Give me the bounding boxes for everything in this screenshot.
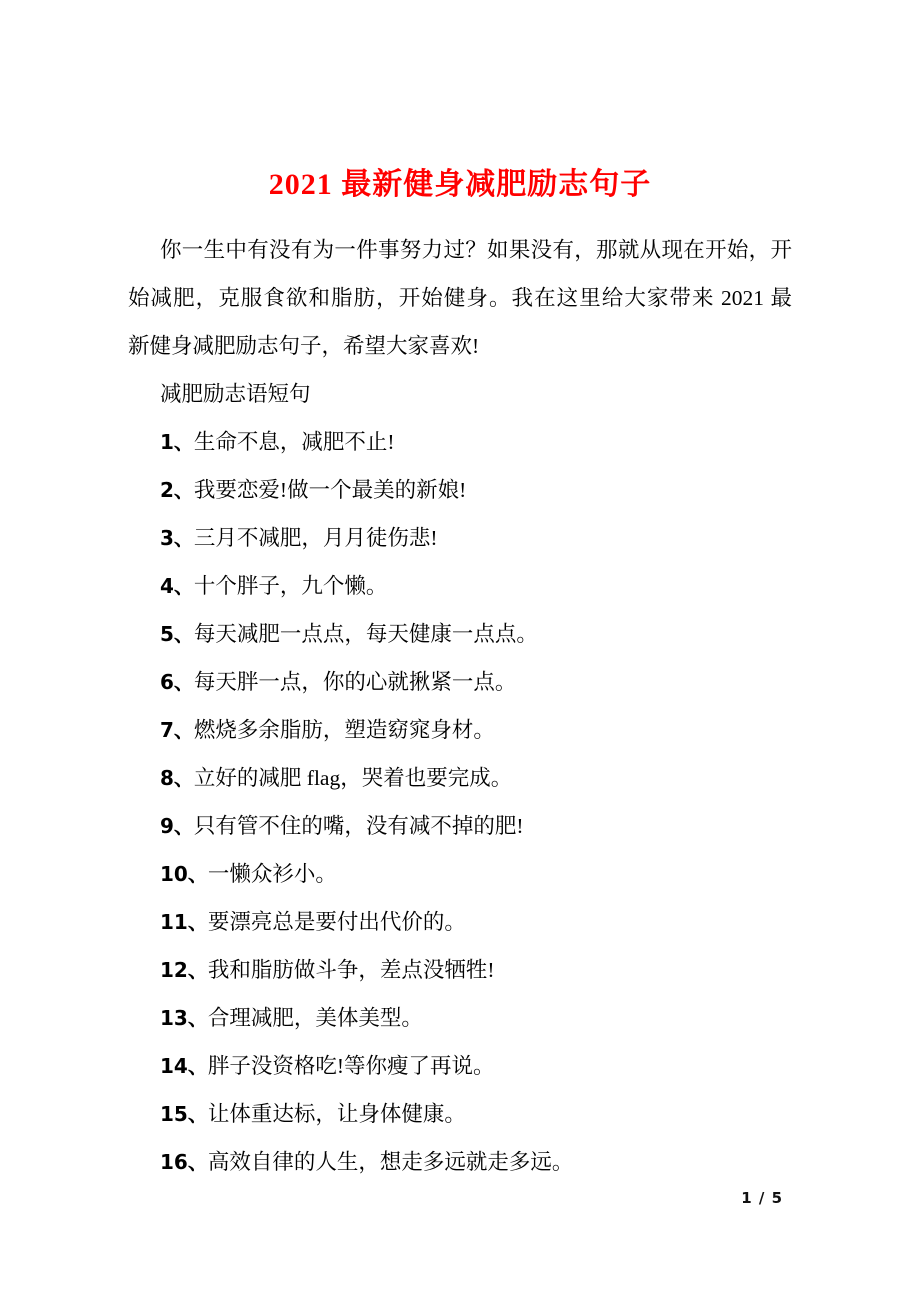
list-item — [128, 562, 824, 610]
document-body — [128, 226, 792, 1186]
list-item-text: 立好的减肥 flag，哭着也要完成。 — [193, 766, 513, 790]
list-item-number: 3、 — [160, 526, 194, 550]
list-item-text: 我和脂肪做斗争，差点没牺牲! — [207, 958, 495, 982]
list-item-number: 14、 — [160, 1054, 208, 1078]
list-item — [128, 850, 824, 898]
list-item-text: 合理减肥，美体美型。 — [207, 1006, 423, 1030]
list-item — [128, 658, 824, 706]
list-item — [128, 994, 824, 1042]
list-item — [128, 418, 824, 466]
list-item — [128, 610, 824, 658]
list-item-text: 每天减肥一点点，每天健康一点点。 — [193, 622, 538, 646]
list-item-text: 要漂亮总是要付出代价的。 — [207, 910, 466, 934]
list-item-number: 9、 — [160, 814, 194, 838]
list-item-number: 6、 — [160, 670, 194, 694]
list-item-text: 让体重达标，让身体健康。 — [207, 1102, 466, 1126]
intro-paragraph-line: 新健身减肥励志句子，希望大家喜欢! — [128, 334, 480, 358]
list-item-text: 一懒众衫小。 — [207, 862, 337, 886]
intro-paragraph-line: 你一生中有没有为一件事努力过？如果没有，那就从现在开始，开 — [160, 238, 792, 262]
list-item — [128, 802, 824, 850]
list-item-number: 1、 — [160, 430, 194, 454]
list-item-text: 高效自律的人生，想走多远就走多远。 — [207, 1150, 574, 1174]
list-item-number: 4、 — [160, 574, 194, 598]
list-item — [128, 898, 824, 946]
list-item-text: 胖子没资格吃!等你瘦了再说。 — [207, 1054, 495, 1078]
list-item — [128, 1138, 824, 1186]
list-item — [128, 946, 824, 994]
list-item-text: 十个胖子，九个懒。 — [193, 574, 388, 598]
page-number-indicator: 1 / 5 — [741, 1189, 783, 1207]
list-item-number: 8、 — [160, 766, 194, 790]
list-item — [128, 1090, 824, 1138]
list-item-number: 5、 — [160, 622, 194, 646]
list-item-text: 三月不减肥，月月徒伤悲! — [193, 526, 438, 550]
page-title: 2021 最新健身减肥励志句子 — [268, 168, 652, 202]
list-item-text: 燃烧多余脂肪，塑造窈窕身材。 — [193, 718, 495, 742]
list-item — [128, 754, 824, 802]
intro-paragraph-line: 始减肥，克服食欲和脂肪，开始健身。我在这里给大家带来 2021 最 — [128, 286, 792, 310]
list-item-number: 2、 — [160, 478, 194, 502]
list-item-text: 只有管不住的嘴，没有减不掉的肥! — [193, 814, 524, 838]
list-item-text: 我要恋爱!做一个最美的新娘! — [193, 478, 467, 502]
list-item-number: 10、 — [160, 862, 208, 886]
list-item-number: 7、 — [160, 718, 194, 742]
section-heading: 减肥励志语短句 — [160, 382, 311, 406]
list-item-number: 12、 — [160, 958, 208, 982]
list-item — [128, 514, 824, 562]
list-item-number: 13、 — [160, 1006, 208, 1030]
list-item — [128, 1042, 824, 1090]
list-item-text: 生命不息，减肥不止! — [193, 430, 395, 454]
list-item-text: 每天胖一点，你的心就揪紧一点。 — [193, 670, 517, 694]
list-item — [128, 466, 824, 514]
list-item-number: 16、 — [160, 1150, 208, 1174]
list-item-number: 11、 — [160, 910, 208, 934]
list-item-number: 15、 — [160, 1102, 208, 1126]
list-item — [128, 706, 824, 754]
